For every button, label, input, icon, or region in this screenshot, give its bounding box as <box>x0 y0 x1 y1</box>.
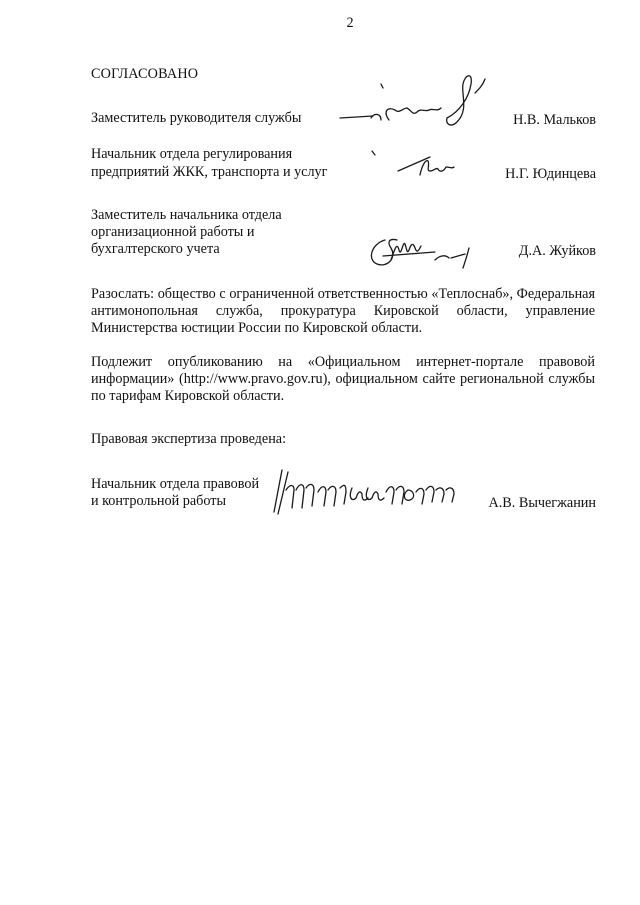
publication-paragraph: Подлежит опубликованию на «Официальном интернет-портале правовой информации» (http://www.pravo.gov.ru), официальном сайте региональной службы по тарифам Кировской области. <box>91 354 595 404</box>
signer-title-line: Заместитель руководителя службы <box>91 110 302 126</box>
distribution-paragraph: Разослать: общество с ограниченной ответственностью «Теплоснаб», Федеральная антимонопольная служба, прокуратура Кировской области, управление Министерства юстиции России по Кировской области. <box>91 286 595 336</box>
signer-title-line: организационной работы и <box>91 224 255 240</box>
signer-title-line: Начальник отдела регулирования <box>91 146 293 162</box>
signer-title-line: и контрольной работы <box>91 493 226 509</box>
handwritten-signature <box>268 466 468 518</box>
page-number: 2 <box>346 15 354 31</box>
handwritten-signature <box>370 145 470 185</box>
legal-review-statement: Правовая экспертиза проведена: <box>91 431 287 447</box>
signer-title-line: предприятий ЖКК, транспорта и услуг <box>91 164 328 180</box>
signer-name: Д.А. Жуйков <box>518 243 596 259</box>
signer-title-line: Начальник отдела правовой <box>91 476 260 492</box>
signer-title-line: бухгалтерского учета <box>91 241 220 257</box>
signer-name: Н.Г. Юдинцева <box>505 166 596 182</box>
handwritten-signature <box>365 230 485 275</box>
signer-title-line: Заместитель начальника отдела <box>91 207 282 223</box>
approval-heading: СОГЛАСОВАНО <box>91 66 199 82</box>
handwritten-signature <box>335 74 495 134</box>
signer-name: А.В. Вычегжанин <box>488 495 596 511</box>
signer-name: Н.В. Мальков <box>513 112 596 128</box>
